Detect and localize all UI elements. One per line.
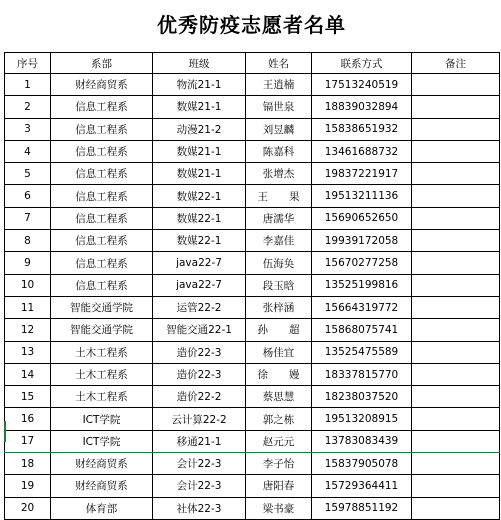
cell-class[interactable]: 数媒22-1 — [153, 185, 246, 207]
table-row — [5, 118, 500, 140]
table-row — [5, 207, 500, 229]
cell-no[interactable]: 14 — [5, 363, 51, 385]
col-header-name[interactable]: 姓名 — [246, 53, 312, 74]
spreadsheet — [4, 0, 499, 515]
cell-note[interactable] — [412, 140, 500, 162]
table-row — [5, 74, 500, 96]
cell-class[interactable]: 移通21-1 — [153, 430, 246, 452]
cell-note[interactable] — [412, 497, 500, 519]
col-header-no[interactable]: 序号 — [5, 53, 51, 74]
cell-phone[interactable]: 15868075741 — [312, 319, 412, 341]
cell-name[interactable]: 刘昱麟 — [246, 118, 312, 140]
col-header-phone[interactable]: 联系方式 — [312, 53, 412, 74]
cell-phone[interactable]: 15690652650 — [312, 207, 412, 229]
table-row — [5, 341, 500, 363]
cell-phone[interactable]: 19837221917 — [312, 163, 412, 185]
cell-phone[interactable]: 15670277258 — [312, 252, 412, 274]
cell-class[interactable]: 造价22-3 — [153, 363, 246, 385]
cell-class[interactable]: 数媒21-1 — [153, 140, 246, 162]
cell-dept[interactable]: 信息工程系 — [51, 118, 153, 140]
table-row — [5, 408, 500, 430]
cell-note[interactable] — [412, 185, 500, 207]
cell-class[interactable]: java22-7 — [153, 274, 246, 296]
cell-dept[interactable]: 财经商贸系 — [51, 453, 153, 475]
table-row — [5, 475, 500, 497]
cell-dept[interactable]: 体育部 — [51, 497, 153, 519]
cell-phone[interactable]: 15978851192 — [312, 497, 412, 519]
cell-no[interactable]: 13 — [5, 341, 51, 363]
cell-phone[interactable]: 13461688732 — [312, 140, 412, 162]
cell-phone[interactable]: 15837905078 — [312, 453, 412, 475]
table-row — [5, 274, 500, 296]
cell-dept[interactable]: 信息工程系 — [51, 185, 153, 207]
cell-phone[interactable]: 13525475589 — [312, 341, 412, 363]
cell-note[interactable] — [412, 341, 500, 363]
cell-name[interactable]: 段玉晗 — [246, 274, 312, 296]
cell-phone[interactable]: 18337815770 — [312, 363, 412, 385]
cell-name[interactable]: 郭之栋 — [246, 408, 312, 430]
cell-class[interactable]: 造价22-2 — [153, 386, 246, 408]
cell-name[interactable]: 徐 嫚 — [246, 363, 312, 385]
cell-class[interactable]: 动漫21-2 — [153, 118, 246, 140]
cell-note[interactable] — [412, 386, 500, 408]
cell-no[interactable]: 8 — [5, 230, 51, 252]
cell-dept[interactable]: 信息工程系 — [51, 207, 153, 229]
cell-no[interactable]: 6 — [5, 185, 51, 207]
cell-class[interactable]: 数媒21-1 — [153, 96, 246, 118]
cell-note[interactable] — [412, 230, 500, 252]
cell-name[interactable]: 陈嘉科 — [246, 140, 312, 162]
cell-note[interactable] — [412, 430, 500, 452]
cell-no[interactable]: 19 — [5, 475, 51, 497]
cell-class[interactable]: 云计算22-2 — [153, 408, 246, 430]
cell-phone[interactable]: 15664319772 — [312, 296, 412, 318]
cell-name[interactable]: 张梓涵 — [246, 296, 312, 318]
cell-note[interactable] — [412, 319, 500, 341]
table-row — [5, 453, 500, 475]
cell-phone[interactable]: 19939172058 — [312, 230, 412, 252]
cell-dept[interactable]: 信息工程系 — [51, 252, 153, 274]
cell-name[interactable]: 唐阳春 — [246, 475, 312, 497]
table-row — [5, 185, 500, 207]
col-header-dept[interactable]: 系部 — [51, 53, 153, 74]
cell-phone[interactable]: 15838651932 — [312, 118, 412, 140]
cell-note[interactable] — [412, 163, 500, 185]
cell-dept[interactable]: 信息工程系 — [51, 96, 153, 118]
cell-no[interactable]: 11 — [5, 296, 51, 318]
cell-dept[interactable]: 信息工程系 — [51, 163, 153, 185]
cell-dept[interactable]: 信息工程系 — [51, 230, 153, 252]
cell-dept[interactable]: 信息工程系 — [51, 274, 153, 296]
cell-phone[interactable]: 17513240519 — [312, 74, 412, 96]
col-header-class[interactable]: 班级 — [153, 53, 246, 74]
header-row — [5, 53, 500, 74]
cell-no[interactable]: 20 — [5, 497, 51, 519]
cell-note[interactable] — [412, 96, 500, 118]
cell-class[interactable]: 社体22-3 — [153, 497, 246, 519]
cell-name[interactable]: 杨佳宜 — [246, 341, 312, 363]
table-row — [5, 96, 500, 118]
cell-class[interactable]: java22-7 — [153, 252, 246, 274]
cell-class[interactable]: 会计22-3 — [153, 453, 246, 475]
cell-name[interactable]: 伍海奂 — [246, 252, 312, 274]
cell-note[interactable] — [412, 252, 500, 274]
cell-name[interactable]: 张增杰 — [246, 163, 312, 185]
cell-note[interactable] — [412, 453, 500, 475]
cell-dept[interactable]: 智能交通学院 — [51, 296, 153, 318]
volunteer-table — [4, 52, 500, 520]
cell-class[interactable]: 智能交通22-1 — [153, 319, 246, 341]
cell-dept[interactable]: 智能交通学院 — [51, 319, 153, 341]
cell-name[interactable]: 镉世泉 — [246, 96, 312, 118]
table-row — [5, 230, 500, 252]
cell-class[interactable]: 会计22-3 — [153, 475, 246, 497]
cell-no[interactable]: 10 — [5, 274, 51, 296]
cell-name[interactable]: 蔡思慧 — [246, 386, 312, 408]
cell-dept[interactable]: 财经商贸系 — [51, 74, 153, 96]
table-row — [5, 497, 500, 519]
cell-note[interactable] — [412, 74, 500, 96]
table-row — [5, 296, 500, 318]
cell-name[interactable]: 李子怡 — [246, 453, 312, 475]
cell-name[interactable]: 孙 超 — [246, 319, 312, 341]
cell-phone[interactable]: 15729364411 — [312, 475, 412, 497]
table-row — [5, 163, 500, 185]
cell-class[interactable]: 数媒22-1 — [153, 230, 246, 252]
cell-no[interactable]: 17 — [5, 430, 51, 452]
page-title: 优秀防疫志愿者名单 — [157, 13, 346, 37]
cell-no[interactable]: 9 — [5, 252, 51, 274]
row-selection-marker — [4, 421, 6, 442]
cell-dept[interactable]: ICT学院 — [51, 430, 153, 452]
cell-name[interactable]: 李嘉佳 — [246, 230, 312, 252]
cell-dept[interactable]: 土木工程系 — [51, 363, 153, 385]
cell-dept[interactable]: ICT学院 — [51, 408, 153, 430]
table-row — [5, 430, 500, 452]
cell-dept[interactable]: 信息工程系 — [51, 140, 153, 162]
cell-phone[interactable]: 18238037520 — [312, 386, 412, 408]
cell-no[interactable]: 3 — [5, 118, 51, 140]
cell-phone[interactable]: 18839032894 — [312, 96, 412, 118]
table-row — [5, 319, 500, 341]
cell-class[interactable]: 造价22-3 — [153, 341, 246, 363]
cell-phone[interactable]: 13783083439 — [312, 430, 412, 452]
cell-class[interactable]: 数媒22-1 — [153, 207, 246, 229]
cell-phone[interactable]: 19513208915 — [312, 408, 412, 430]
cell-name[interactable]: 梁书豪 — [246, 497, 312, 519]
cell-note[interactable] — [412, 475, 500, 497]
cell-no[interactable]: 12 — [5, 319, 51, 341]
cell-no[interactable]: 4 — [5, 140, 51, 162]
cell-note[interactable] — [412, 408, 500, 430]
cell-no[interactable]: 18 — [5, 453, 51, 475]
cell-class[interactable]: 运管22-2 — [153, 296, 246, 318]
cell-name[interactable]: 赵元元 — [246, 430, 312, 452]
cell-note[interactable] — [412, 207, 500, 229]
col-header-note[interactable]: 备注 — [412, 53, 500, 74]
cell-no[interactable]: 15 — [5, 386, 51, 408]
cell-note[interactable] — [412, 363, 500, 385]
table-row — [5, 386, 500, 408]
cell-class[interactable]: 物流21-1 — [153, 74, 246, 96]
cell-class[interactable]: 数媒21-1 — [153, 163, 246, 185]
cell-no[interactable]: 7 — [5, 207, 51, 229]
table-row — [5, 140, 500, 162]
cell-no[interactable]: 2 — [5, 96, 51, 118]
cell-note[interactable] — [412, 274, 500, 296]
cell-no[interactable]: 1 — [5, 74, 51, 96]
cell-phone[interactable]: 13525199816 — [312, 274, 412, 296]
cell-dept[interactable]: 土木工程系 — [51, 341, 153, 363]
cell-name[interactable]: 王 果 — [246, 185, 312, 207]
cell-name[interactable]: 王逍楠 — [246, 74, 312, 96]
cell-dept[interactable]: 财经商贸系 — [51, 475, 153, 497]
cell-note[interactable] — [412, 296, 500, 318]
table-row — [5, 363, 500, 385]
cell-name[interactable]: 唐濡华 — [246, 207, 312, 229]
cell-note[interactable] — [412, 118, 500, 140]
table-row — [5, 252, 500, 274]
cell-phone[interactable]: 19513211136 — [312, 185, 412, 207]
cell-no[interactable]: 5 — [5, 163, 51, 185]
cell-dept[interactable]: 土木工程系 — [51, 386, 153, 408]
cell-no[interactable]: 16 — [5, 408, 51, 430]
